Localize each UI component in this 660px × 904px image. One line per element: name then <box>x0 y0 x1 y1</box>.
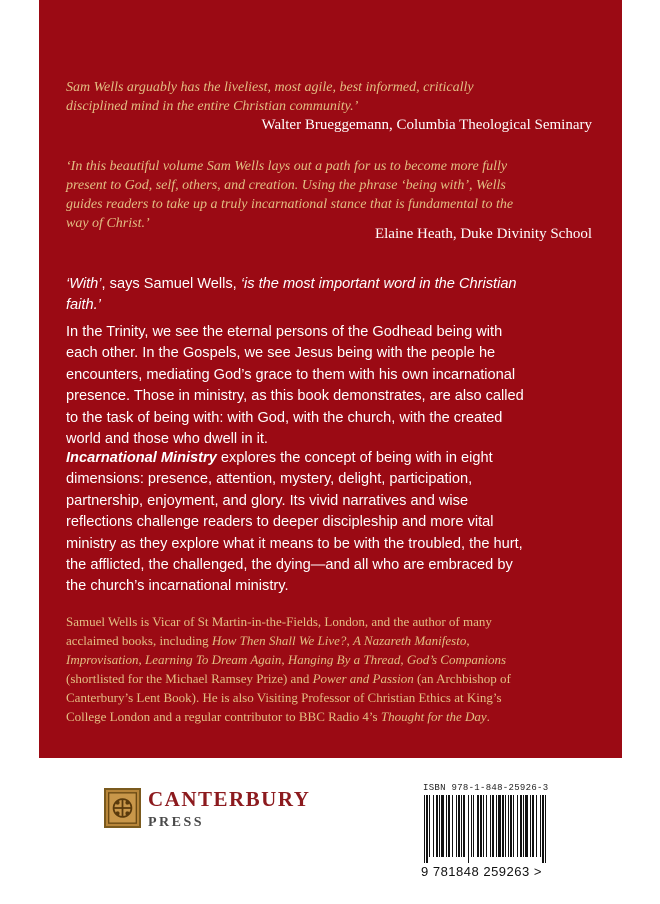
barcode-bar <box>456 795 457 857</box>
barcode-bar <box>441 795 444 857</box>
barcode-bar <box>545 795 546 863</box>
bio-book-title: Improvisation <box>66 652 139 667</box>
barcode-bar <box>429 795 430 857</box>
bio-book-title: How Then Shall We Live? <box>211 633 347 648</box>
bio-text: (an Archbishop of Canterbury’s Lent Book). He is also Visiting Professor of Christian Ethics at King’s College London and a regular contributor to BBC Radio 4’s <box>66 671 511 724</box>
barcode-bar <box>463 795 465 857</box>
blurb-with-paragraph <box>66 274 524 317</box>
barcode-bar <box>542 795 544 863</box>
publisher-name: CANTERBURY <box>148 787 311 811</box>
bio-text: , <box>281 652 288 667</box>
barcode-bar <box>480 795 482 857</box>
bio-text: (shortlisted for the Michael Ramsey Prize) and <box>66 671 313 686</box>
barcode-bar <box>530 795 531 857</box>
barcode-bar <box>446 795 447 857</box>
barcode-bar <box>426 795 428 863</box>
barcode-bar <box>505 795 506 857</box>
barcode-bar <box>540 795 541 857</box>
barcode-bar <box>520 795 522 857</box>
blurb-with-says: , says Samuel Wells, <box>101 276 241 292</box>
barcode-bar <box>473 795 474 857</box>
barcode-bar <box>498 795 501 857</box>
barcode-bar <box>436 795 438 857</box>
blurb-trinity-paragraph: In the Trinity, we see the eternal persons of the Godhead being with each other. In the Gospels, we see Jesus being with the people he encounters, mediating God’s grace to them with his own incarnational presence. Those in ministry, as this book demonstrates, are also called to the task of being with: with God, with the church, with the created world and those who dwell in it. <box>66 324 524 448</box>
barcode-bar <box>510 795 512 857</box>
barcode-bar <box>496 795 497 857</box>
publisher-subtitle: PRESS <box>148 815 205 830</box>
barcode-bar <box>458 795 460 857</box>
barcode-bar <box>468 795 469 863</box>
barcode-bar <box>471 795 472 857</box>
barcode-bar <box>492 795 494 857</box>
bio-book-title: Learning To Dream Again <box>144 652 282 667</box>
barcode-bar <box>517 795 518 857</box>
barcode-bar <box>502 795 504 857</box>
bio-book-title: Power and Passion <box>312 671 414 686</box>
barcode-bar <box>490 795 491 857</box>
bio-book-title: A Nazareth Manifesto <box>352 633 467 648</box>
barcode-bar <box>424 795 425 863</box>
barcode-bar <box>439 795 440 857</box>
barcode-bar <box>536 795 537 857</box>
bio-text: , <box>466 633 470 648</box>
barcode-bar <box>532 795 534 857</box>
bio-text: , <box>400 652 407 667</box>
barcode-bar <box>523 795 524 857</box>
bio-text: . <box>486 709 490 724</box>
bio-text: , <box>346 633 353 648</box>
barcode <box>423 795 547 863</box>
publisher-emblem-icon <box>104 788 141 828</box>
barcode-bar <box>433 795 434 857</box>
barcode-bar <box>513 795 514 857</box>
bio-text: Samuel Wells is Vicar of St Martin-in-the-Fields, London, and the author of many acclaimed books, including <box>66 614 492 648</box>
barcode-bar <box>477 795 479 857</box>
barcode-bar <box>448 795 450 857</box>
blurb-with-quote: ‘is the most important word in the Christian faith.’ <box>66 276 517 314</box>
barcode-bar <box>452 795 453 857</box>
barcode-bar <box>461 795 462 857</box>
endorsement-quote-1: Sam Wells arguably has the liveliest, most agile, best informed, critically disciplined mind in the entire Christian community.’ <box>66 80 474 114</box>
blurb-book-title: Incarnational Ministry <box>66 450 217 466</box>
endorsement-author-2: Elaine Heath, Duke Divinity School <box>374 226 592 242</box>
barcode-bar <box>483 795 484 857</box>
bio-book-title: God’s Companions <box>406 652 507 667</box>
bio-text: , <box>138 652 145 667</box>
bio-book-title: Hanging By a Thread <box>287 652 401 667</box>
isbn-text: ISBN 978-1-848-25926-3 <box>423 783 549 793</box>
blurb-with-word: ‘With’ <box>66 276 102 292</box>
endorsement-quote-2: ‘In this beautiful volume Sam Wells lays out a path for us to become more fully present to God, self, others, and creation. Using the phrase ‘being with’, Wells guides readers to take up a truly incarnational stance that is fundamental to the way of Christ.’ <box>66 159 514 231</box>
author-bio <box>66 612 526 726</box>
barcode-bar <box>525 795 528 857</box>
barcode-bar <box>486 795 487 857</box>
blurb-ministry-paragraph <box>66 448 524 598</box>
bio-book-title: Thought for the Day <box>380 709 487 724</box>
endorsement-author-1: Walter Brueggemann, Columbia Theological Seminary <box>261 117 592 133</box>
barcode-bar <box>508 795 509 857</box>
blurb-ministry-text: explores the concept of being with in eight dimensions: presence, attention, mystery, delight, participation, partnership, enjoyment, and glory. Its vivid narratives and wise reflections challenge readers to deeper discipleship and more vital ministry as they explore what it means to be with the troubled, the hurt, the afflicted, the challenged, the dying—and all who are embraced by the church’s incarnational ministry. <box>66 450 523 595</box>
barcode-digits: 9 781848 259263 > <box>421 864 542 879</box>
